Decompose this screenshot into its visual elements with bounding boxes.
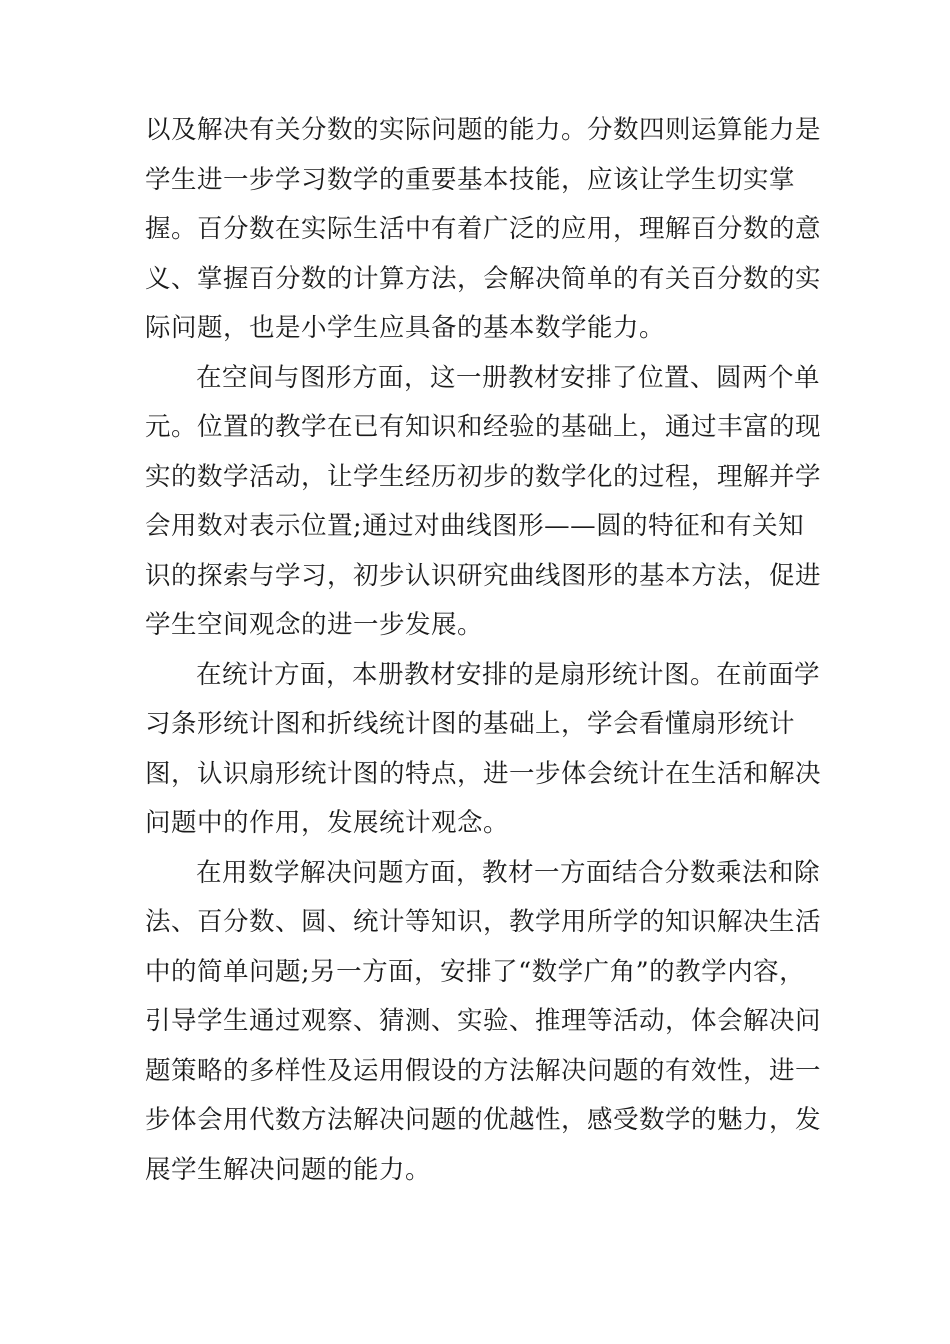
text-line: 问题中的作用，发展统计观念。 bbox=[145, 808, 510, 838]
text-line: 展学生解决问题的能力。 bbox=[145, 1154, 432, 1185]
text-line: 以及解决有关分数的实际问题的能力。分数四则运算能力是 bbox=[145, 115, 822, 145]
text-line: 握。百分数在实际生活中有着广泛的应用，理解百分数的意 bbox=[145, 214, 822, 244]
text-line: 习条形统计图和折线统计图的基础上，学会看懂扇形统计 bbox=[145, 709, 796, 739]
paragraph-statistics bbox=[145, 651, 835, 849]
text-line: 学生进一步学习数学的重要基本技能，应该让学生切实掌 bbox=[145, 164, 796, 195]
text-line: 中的简单问题;另一方面，安排了“数学广角”的教学内容， bbox=[145, 956, 806, 987]
text-line: 际问题，也是小学生应具备的基本数学能力。 bbox=[145, 313, 666, 343]
text-line: 步体会用代数方法解决问题的优越性，感受数学的魅力，发 bbox=[145, 1105, 822, 1135]
text-line: 在空间与图形方面，这一册教材安排了位置、圆两个单 bbox=[196, 362, 821, 393]
text-line: 学生空间观念的进一步发展。 bbox=[145, 610, 484, 640]
text-line: 识的探索与学习，初步认识研究曲线图形的基本方法，促进 bbox=[145, 560, 822, 591]
text-line: 在统计方面，本册教材安排的是扇形统计图。在前面学 bbox=[196, 659, 821, 690]
text-line: 义、掌握百分数的计算方法，会解决简单的有关百分数的实 bbox=[145, 263, 822, 294]
text-line: 法、百分数、圆、统计等知识，教学用所学的知识解决生活 bbox=[145, 907, 822, 937]
paragraph-problem-solving bbox=[145, 849, 835, 1196]
text-line: 实的数学活动，让学生经历初步的数学化的过程，理解并学 bbox=[145, 461, 822, 492]
body-text bbox=[145, 106, 835, 1195]
text-line: 在用数学解决问题方面，教材一方面结合分数乘法和除 bbox=[196, 857, 821, 888]
text-line: 引导学生通过观察、猜测、实验、推理等活动，体会解决问 bbox=[145, 1006, 822, 1036]
text-line: 元。位置的教学在已有知识和经验的基础上，通过丰富的现 bbox=[145, 412, 822, 442]
paragraph-space-and-shape bbox=[145, 354, 835, 651]
text-line: 会用数对表示位置;通过对曲线图形——圆的特征和有关知 bbox=[145, 511, 805, 541]
text-line: 题策略的多样性及运用假设的方法解决问题的有效性，进一 bbox=[145, 1055, 822, 1086]
text-line: 图，认识扇形统计图的特点，进一步体会统计在生活和解决 bbox=[145, 758, 822, 789]
paragraph-fraction-ability bbox=[145, 106, 835, 354]
